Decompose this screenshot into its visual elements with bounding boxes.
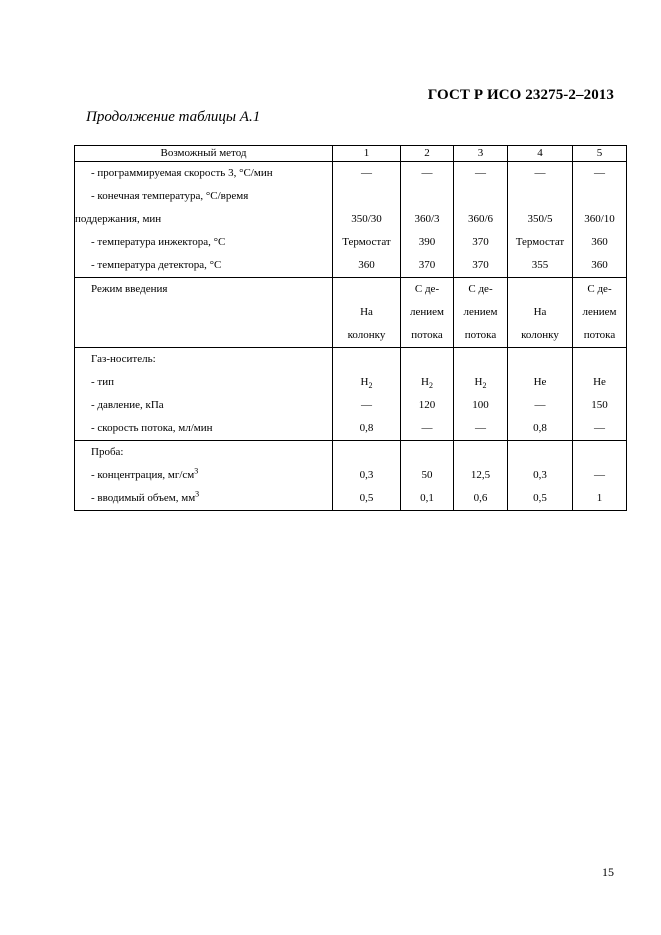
- cell-value: —: [594, 167, 605, 179]
- row-label-detector-temp: - температура детектора, °С: [91, 259, 222, 271]
- cell-value: лением: [463, 306, 498, 318]
- table-header-row: [75, 146, 627, 162]
- sample-group: [75, 441, 627, 511]
- method-3-cell: [454, 348, 508, 441]
- gas-formula-subscript: 2: [428, 381, 433, 391]
- gas-formula-subscript: 2: [368, 381, 373, 391]
- column-header-2: 2: [401, 146, 454, 162]
- table-caption: Продолжение таблицы А.1: [86, 109, 261, 125]
- gas-type-value: [401, 371, 453, 394]
- row-label-injected-volume: [75, 487, 332, 510]
- gas-type-value: [508, 371, 572, 394]
- methods-table: [74, 145, 627, 511]
- group-title-sample: Проба:: [91, 446, 124, 458]
- cell-value: —: [361, 167, 372, 179]
- cell-value: 0,8: [359, 422, 374, 434]
- cell-value: 350/5: [527, 213, 553, 225]
- gas-formula: H: [360, 376, 369, 388]
- cell-value: С де-: [414, 283, 440, 295]
- label-text: - вводимый объем, мм: [91, 492, 196, 504]
- cell-value: 120: [418, 399, 436, 411]
- gas-type-value: [454, 371, 507, 394]
- cell-value: потока: [583, 329, 616, 341]
- gas-type-value: [333, 371, 400, 394]
- cell-value: колонку: [521, 329, 559, 341]
- row-label-pressure: - давление, кПа: [91, 399, 164, 411]
- cell-blank: [333, 441, 400, 464]
- gas-formula: H: [421, 376, 429, 388]
- row-labels: [75, 348, 333, 441]
- temperature-group: [75, 162, 627, 278]
- cell-value: —: [594, 422, 605, 434]
- cell-value: 0,3: [359, 469, 374, 481]
- cell-value: С де-: [468, 283, 493, 295]
- cell-value: 150: [591, 399, 608, 411]
- cell-blank: [75, 301, 332, 324]
- cell-value: 355: [531, 259, 549, 271]
- method-3-cell: [454, 441, 508, 511]
- method-1-cell: [333, 441, 401, 511]
- column-header-method: Возможный метод: [75, 146, 333, 162]
- row-label-injector-temp: - температура инжектора, °С: [91, 236, 226, 248]
- cell-blank: [401, 348, 453, 371]
- cell-value: 0,1: [420, 492, 434, 504]
- page-number: 15: [602, 865, 614, 879]
- cell-value: 370: [472, 236, 489, 248]
- group-title-carrier-gas: Газ-носитель:: [91, 353, 156, 365]
- table-row: [75, 348, 627, 441]
- cell-value: лением: [582, 306, 617, 318]
- cell-value: 350/30: [351, 213, 382, 225]
- cell-value: 360/6: [467, 213, 494, 225]
- cell-value: 0,3: [533, 469, 547, 481]
- document-code: ГОСТ Р ИСО 23275-2–2013: [427, 87, 614, 103]
- table-row: [75, 441, 627, 511]
- row-label-concentration: [75, 464, 332, 487]
- row-labels: [75, 278, 333, 348]
- method-2-cell: [401, 348, 454, 441]
- cell-value: На: [360, 306, 373, 318]
- cell-value: 0,6: [473, 492, 488, 504]
- cell-value: С де-: [587, 283, 612, 295]
- cell-blank: [401, 441, 453, 464]
- cell-value: —: [594, 469, 605, 481]
- label-text: - концентрация, мг/см: [91, 469, 195, 481]
- cell-value: 100: [472, 399, 489, 411]
- table-row: [75, 162, 627, 278]
- gas-type-value: [573, 371, 626, 394]
- injection-mode-group: [75, 278, 627, 348]
- row-label-flow-rate: - скорость потока, мл/мин: [91, 422, 213, 434]
- cell-value: потока: [411, 329, 443, 341]
- label-superscript: 3: [194, 466, 199, 476]
- cell-value: Термостат: [342, 236, 391, 248]
- method-1-cell: [333, 278, 401, 348]
- method-3-cell: [454, 278, 508, 348]
- row-label-injection-mode: Режим введения: [91, 283, 168, 295]
- gas-formula: He: [593, 376, 606, 388]
- cell-value: 360/10: [584, 213, 615, 225]
- cell-value: 12,5: [470, 469, 491, 481]
- row-label-final-temp-line1: - конечная температура, °С/время: [91, 190, 249, 202]
- cell-value: —: [361, 399, 372, 411]
- method-4-cell: [508, 441, 573, 511]
- column-header-1: 1: [333, 146, 401, 162]
- method-4-cell: [508, 278, 573, 348]
- cell-blank: [75, 324, 332, 347]
- cell-blank: [508, 348, 572, 371]
- cell-value: —: [421, 167, 433, 179]
- label-superscript: 3: [195, 489, 200, 499]
- gas-formula: H: [474, 376, 483, 388]
- cell-value: колонку: [347, 329, 386, 341]
- cell-blank: [573, 348, 626, 371]
- cell-value: На: [533, 306, 547, 318]
- cell-blank: [454, 441, 507, 464]
- row-label-gas-type: - тип: [91, 376, 114, 388]
- cell-value: 1: [596, 492, 603, 504]
- cell-value: 370: [472, 259, 489, 271]
- cell-value: 390: [418, 236, 436, 248]
- cell-value: 0,5: [359, 492, 374, 504]
- cell-blank: [454, 185, 507, 208]
- column-header-3: 3: [454, 146, 508, 162]
- row-label-program-rate: - программируемая скорость 3, °C/мин: [91, 167, 273, 179]
- column-header-4: 4: [508, 146, 573, 162]
- column-header-5: 5: [573, 146, 627, 162]
- method-5-cell: [573, 278, 627, 348]
- cell-blank: [333, 348, 400, 371]
- method-3-cell: [454, 162, 508, 278]
- cell-blank: [573, 185, 626, 208]
- cell-blank: [401, 185, 453, 208]
- cell-value: лением: [410, 306, 444, 318]
- cell-value: 370: [418, 259, 436, 271]
- method-2-cell: [401, 162, 454, 278]
- cell-value: Термостат: [515, 236, 565, 248]
- method-5-cell: [573, 348, 627, 441]
- cell-blank: [508, 441, 572, 464]
- cell-value: —: [534, 167, 546, 179]
- method-5-cell: [573, 162, 627, 278]
- cell-blank: [573, 441, 626, 464]
- cell-value: 360: [358, 259, 375, 271]
- cell-value: 360/3: [414, 213, 440, 225]
- row-labels: [75, 162, 333, 278]
- cell-value: 0,5: [533, 492, 547, 504]
- row-labels: [75, 441, 333, 511]
- method-4-cell: [508, 348, 573, 441]
- cell-value: [508, 278, 572, 301]
- cell-value: 360: [591, 259, 608, 271]
- table-row: [75, 278, 627, 348]
- gas-formula-subscript: 2: [482, 381, 487, 391]
- cell-value: 360: [591, 236, 608, 248]
- method-1-cell: [333, 348, 401, 441]
- gas-formula: He: [533, 376, 547, 388]
- row-label-final-temp-line2: поддержания, мин: [75, 213, 162, 225]
- carrier-gas-group: [75, 348, 627, 441]
- cell-value: 50: [421, 469, 433, 481]
- cell-value: 0,8: [533, 422, 547, 434]
- cell-value: —: [475, 167, 486, 179]
- method-2-cell: [401, 441, 454, 511]
- method-5-cell: [573, 441, 627, 511]
- method-2-cell: [401, 278, 454, 348]
- cell-blank: [333, 185, 400, 208]
- cell-value: потока: [464, 329, 497, 341]
- cell-blank: [454, 348, 507, 371]
- cell-value: [333, 278, 400, 301]
- cell-blank: [508, 185, 572, 208]
- cell-value: —: [421, 422, 433, 434]
- method-1-cell: [333, 162, 401, 278]
- cell-value: —: [534, 399, 546, 411]
- method-4-cell: [508, 162, 573, 278]
- cell-value: —: [475, 422, 486, 434]
